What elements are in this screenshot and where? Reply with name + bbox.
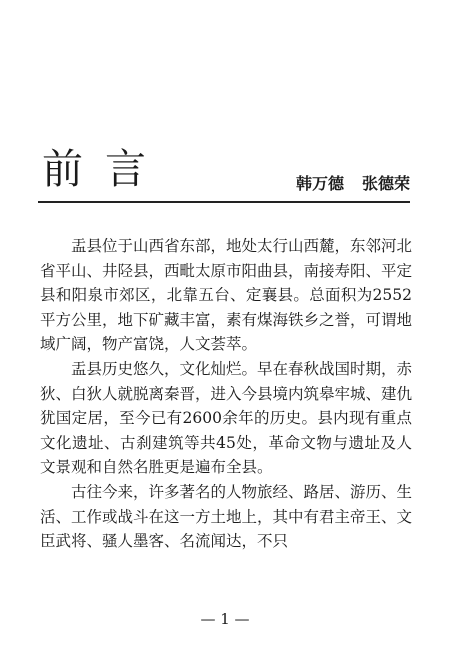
title-divider xyxy=(38,201,410,203)
page-number: — 1 — xyxy=(200,610,250,628)
author-name: 韩万德 xyxy=(295,174,344,193)
page-title: 前言 xyxy=(42,145,168,193)
body-paragraph: 古往今来，许多著名的人物旅经、路居、游历、生活、工作或战斗在这一方土地上，其中有君主帝王、文臣武将、骚人墨客、名流闻达，不只 xyxy=(40,482,413,551)
author-names xyxy=(296,176,410,192)
body-paragraph: 盂县位于山西省东部，地处太行山西麓，东邻河北省平山、井陉县，西毗太原市阳曲县，南接寿阳、平定县和阳泉市郊区，北靠五台、定襄县。总面积为2552平方公里，地下矿藏丰富，素有煤海铁乡之誉，可谓地域广阔，物产富饶，人文荟萃。 xyxy=(40,237,413,354)
preface-body xyxy=(40,234,412,554)
body-paragraph: 盂县历史悠久，文化灿烂。早在春秋战国时期，赤狄、白狄人就脱离秦晋，进入今县境内筑皋牢城、建仇犹国定居，至今已有2600余年的历史。县内现有重点文化遗址、古刹建筑等共45处，革命文物与遗址及人文景观和自然名胜更是遍布全县。 xyxy=(40,359,413,477)
author-name: 张德荣 xyxy=(361,174,410,193)
